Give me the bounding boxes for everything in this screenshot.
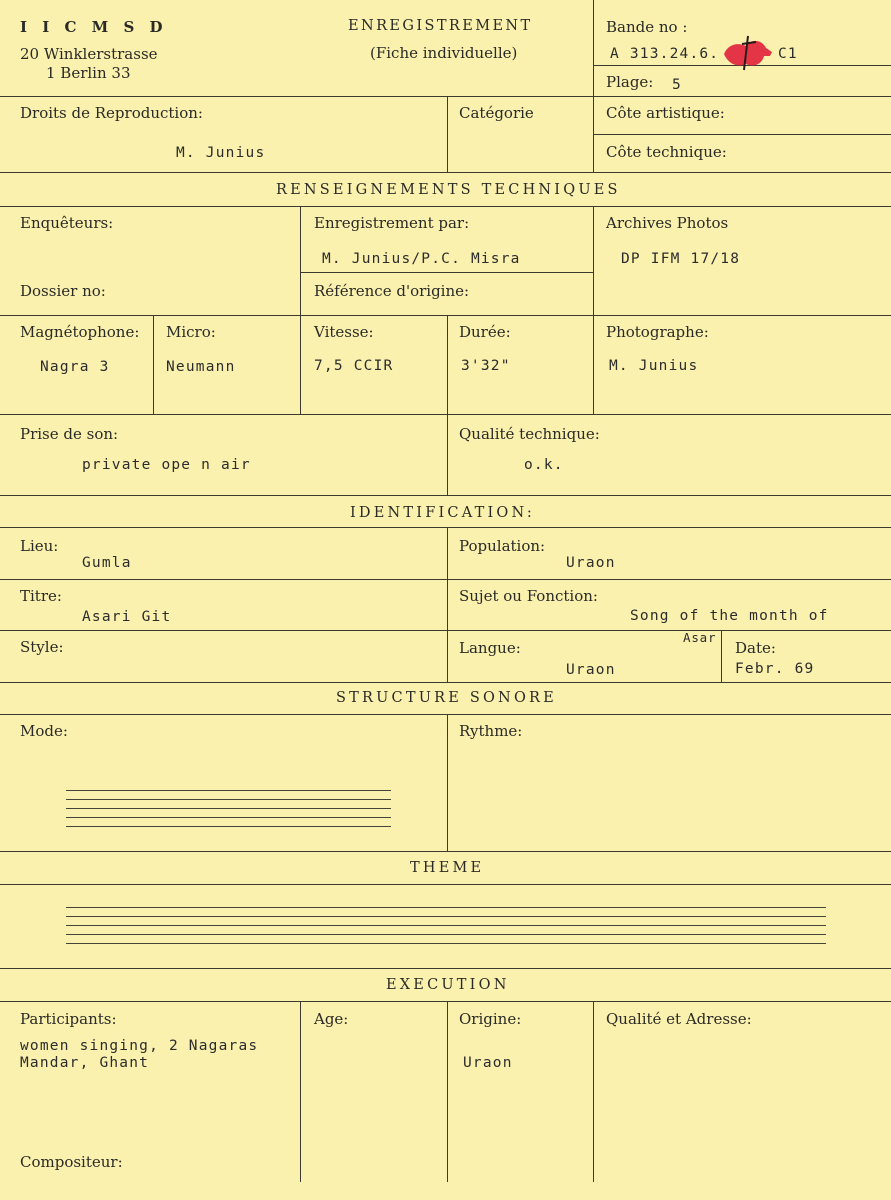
rule [0, 96, 891, 97]
rule [0, 579, 891, 580]
style-label: Style: [20, 638, 64, 656]
micro-label: Micro: [166, 323, 216, 341]
vitesse-label: Vitesse: [314, 323, 374, 341]
mode-label: Mode: [20, 722, 68, 740]
droits-label: Droits de Reproduction: [20, 104, 203, 122]
cote-technique-label: Côte technique: [606, 143, 727, 161]
rule [594, 134, 891, 135]
rule [0, 884, 891, 885]
staff-line [66, 826, 391, 827]
bande-suffix: C1 [778, 46, 798, 62]
red-marker-blot [722, 34, 772, 72]
population-label: Population: [459, 537, 546, 555]
staff-line [66, 907, 826, 908]
section-title-theme: THEME [410, 860, 485, 876]
date-label: Date: [735, 639, 776, 657]
rythme-label: Rythme: [459, 722, 523, 740]
qualite-adresse-label: Qualité et Adresse: [606, 1010, 752, 1028]
staff-line [66, 790, 391, 791]
sujet-value-2: Asar [683, 630, 717, 645]
photographe-label: Photographe: [606, 323, 709, 341]
address-line-2: 1 Berlin 33 [46, 64, 131, 82]
divider [300, 206, 301, 414]
divider [447, 1001, 448, 1182]
vitesse-value: 7,5 CCIR [314, 358, 394, 374]
divider [153, 315, 154, 414]
staff-line [66, 799, 391, 800]
sujet-label: Sujet ou Fonction: [459, 587, 598, 605]
compositeur-label: Compositeur: [20, 1153, 123, 1171]
rule [0, 414, 891, 415]
magnetophone-value: Nagra 3 [40, 359, 110, 375]
section-title-technique: RENSEIGNEMENTS TECHNIQUES [276, 182, 621, 198]
rule [0, 495, 891, 496]
rule [0, 968, 891, 969]
langue-value: Uraon [566, 662, 616, 678]
plage-label: Plage: [606, 73, 654, 91]
qualite-label: Qualité technique: [459, 425, 600, 443]
staff-line [66, 817, 391, 818]
enregistrement-label: Enregistrement par: [314, 214, 470, 232]
divider [447, 315, 448, 495]
age-label: Age: [314, 1010, 349, 1028]
prise-label: Prise de son: [20, 425, 119, 443]
staff-line [66, 934, 826, 935]
lieu-value: Gumla [82, 555, 132, 571]
cote-artistique-label: Côte artistique: [606, 104, 725, 122]
divider [721, 630, 722, 682]
participants-line-1: women singing, 2 Nagaras [20, 1038, 259, 1054]
participants-label: Participants: [20, 1010, 117, 1028]
enqueteurs-label: Enquêteurs: [20, 214, 114, 232]
rule [0, 630, 891, 631]
categorie-label: Catégorie [459, 104, 534, 122]
participants-line-2: Mandar, Ghant [20, 1055, 150, 1071]
reference-label: Référence d'origine: [314, 282, 470, 300]
duree-value: 3'32" [461, 358, 511, 374]
plage-value: 5 [672, 77, 682, 93]
divider [300, 1001, 301, 1182]
divider [593, 0, 594, 172]
org-logo: I I C M S D [20, 18, 168, 36]
divider [447, 714, 448, 851]
rule [0, 1001, 891, 1002]
date-value: Febr. 69 [735, 661, 815, 677]
origine-value: Uraon [463, 1055, 513, 1071]
rule [0, 527, 891, 528]
qualite-value: o.k. [524, 457, 564, 473]
rule [0, 172, 891, 173]
photographe-value: M. Junius [609, 358, 699, 374]
rule [0, 851, 891, 852]
titre-label: Titre: [20, 587, 62, 605]
sujet-value: Song of the month of [630, 608, 829, 624]
rule [0, 315, 891, 316]
staff-line [66, 925, 826, 926]
address-line-1: 20 Winklerstrasse [20, 45, 158, 63]
bande-value: A 313.24.6. [610, 46, 720, 62]
rule [0, 682, 891, 683]
divider [447, 527, 448, 682]
divider [593, 1001, 594, 1182]
staff-line [66, 916, 826, 917]
duree-label: Durée: [459, 323, 511, 341]
titre-value: Asari Git [82, 609, 172, 625]
langue-label: Langue: [459, 639, 521, 657]
dossier-label: Dossier no: [20, 282, 106, 300]
micro-value: Neumann [166, 359, 236, 375]
staff-line [66, 808, 391, 809]
lieu-label: Lieu: [20, 537, 59, 555]
rule [0, 714, 891, 715]
section-title-execution: EXECUTION [386, 977, 510, 993]
rule [301, 272, 593, 273]
section-title-structure: STRUCTURE SONORE [336, 690, 557, 706]
prise-value: private ope n air [82, 457, 251, 473]
population-value: Uraon [566, 555, 616, 571]
magnetophone-label: Magnétophone: [20, 323, 140, 341]
staff-line [66, 943, 826, 944]
origine-label: Origine: [459, 1010, 522, 1028]
enregistrement-value: M. Junius/P.C. Misra [322, 251, 521, 267]
droits-value: M. Junius [176, 145, 266, 161]
divider [447, 96, 448, 172]
archives-label: Archives Photos [606, 214, 729, 232]
archives-value: DP IFM 17/18 [621, 251, 741, 267]
bande-label: Bande no : [606, 18, 688, 36]
divider [593, 206, 594, 414]
form-subtitle: (Fiche individuelle) [370, 44, 518, 62]
form-title: ENREGISTREMENT [348, 18, 533, 34]
section-title-identification: IDENTIFICATION: [350, 505, 535, 521]
rule [0, 206, 891, 207]
